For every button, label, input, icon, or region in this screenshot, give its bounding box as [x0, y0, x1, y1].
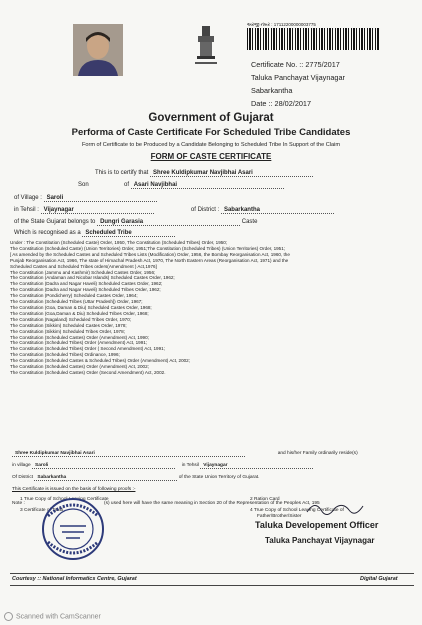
- government-title: Government of Gujarat: [148, 112, 274, 124]
- district-label: of District :: [190, 207, 220, 213]
- certify-label: This is to certify that: [95, 170, 149, 176]
- village-line: [14, 195, 157, 202]
- order-line: The Constitution (Dadra and Nagar Haveli) Scheduled Castes Order, 1962;: [10, 281, 163, 287]
- camscanner-logo-icon: [4, 612, 13, 621]
- state-label: of the State Gujarat belongs to: [14, 219, 96, 225]
- watermark-text: Scanned with CamScanner: [16, 613, 101, 621]
- order-line: The Constitution (Scheduled Castes & Scheduled Tribes) Order (Amendment) Act, 2002;: [10, 358, 191, 364]
- certify-line: [95, 170, 313, 177]
- application-number: અરજી નંબર : 17112200000003775: [247, 22, 316, 27]
- district-value: Sabarkantha: [221, 207, 334, 214]
- order-line: Punjab Reorganisation Act, 1966, The state of Himachal Pradesh Act, 1970, The North Eastern Areas (Reorganisation Act, 1971) and the: [10, 257, 289, 263]
- residence-district-line: [12, 475, 259, 481]
- order-line: The Constitution (Sikkim) Scheduled Tribes Order, 1978;: [10, 328, 125, 334]
- residence-tehsil-label: in Tehsil: [181, 463, 199, 468]
- proof-item: 3 Certificate of Talati.: [20, 508, 65, 513]
- proof-item: 2 Ration Card: [250, 497, 280, 502]
- order-line: The Constitution (Scheduled Castes) Order (Second Amendment) Act, 2002.: [10, 369, 166, 375]
- state-emblem-icon: [193, 24, 219, 68]
- order-line: The Constitution (Scheduled Castes) Order (Amendment) Act, 2002;: [10, 364, 149, 370]
- residence-tehsil: Vijaynagar: [200, 463, 313, 469]
- order-line: The Constitution (Scheduled Tribes) Ordinance, 1996;: [10, 352, 120, 358]
- order-line: The Constitution (Goa, Daman & Diu) Scheduled Castes Order, 1968;: [10, 304, 152, 310]
- order-line: The Constitution (Nagaland) Scheduled Tribes Order, 1970;: [10, 316, 132, 322]
- residence-line: [12, 451, 358, 457]
- residence-name: Shree Kuldipkumar Navjibhai Asari: [12, 451, 245, 457]
- recognised-label: Which is recognised as a: [14, 230, 81, 236]
- note-text: (s) used here will have the same meaning in Section 20 of the Representation of the Peoples Act, 195: [104, 501, 320, 506]
- form-subtitle: Form of Certificate to be Produced by a Candidate Belonging to Scheduled Tribe In Support of the Claim: [81, 142, 341, 148]
- officer-signature: [305, 498, 365, 518]
- scanner-watermark: [4, 612, 101, 621]
- residence-suffix: and his/her Family ordinarily reside(s): [277, 451, 358, 456]
- tehsil-label: in Tehsil :: [14, 207, 39, 213]
- certificate-date: 28/02/2017: [274, 99, 312, 108]
- order-line: Scheduled Castes and Scheduled Tribes orders(Amendment ) Act,1976]: [10, 263, 157, 269]
- order-line: The Constitution (Jammu and Kashmir) Scheduled Castes Order, 1956;: [10, 269, 156, 275]
- barcode-block: [247, 22, 381, 50]
- father-name: Asari Navjibhai: [131, 182, 284, 189]
- footer-digital-gujarat: Digital Gujarat: [360, 576, 398, 582]
- proof-item: Father/Brother/Sister: [257, 514, 302, 519]
- order-line: The Constitution (Sikkim) Scheduled Castes Order, 1978;: [10, 322, 127, 328]
- caste-value: Dungri Garasia: [97, 219, 240, 226]
- son-line: [78, 182, 284, 189]
- order-line: The Constitution (Scheduled Caste) (Union Territories) Order, 1951;The Constitution (Scheduled Tribes) (Union Territories) Order, 1951;: [10, 245, 286, 251]
- applicant-photo: [73, 24, 123, 76]
- residence-district: Sabarkantha: [34, 475, 177, 481]
- residence-district-label: Of District: [12, 475, 34, 480]
- note-start: Note :: [12, 501, 25, 506]
- order-line: The Constitution (Dadra and Nagar Haveli) Scheduled Tribes Order, 1962;: [10, 287, 161, 293]
- order-line: The Constitution (Scheduled Tribes) Order (Amendment) Act, 1991;: [10, 340, 148, 346]
- village-value: Saroli: [44, 195, 157, 202]
- residence-village-label: in village: [12, 463, 31, 468]
- recognised-line: [14, 230, 175, 237]
- of-label: of: [124, 182, 130, 188]
- son-label: Son: [78, 182, 89, 188]
- certificate-no-label: Certificate No. ::: [251, 60, 304, 69]
- order-line: The Constitution (Scheduled Castes) Order (Amendment) Act, 1990;: [10, 334, 149, 340]
- proof-item: 4 True Copy of School Leaving Certificate of: [250, 508, 344, 513]
- applicant-name: Shree Kuldipkumar Navjibhai Asari: [150, 170, 313, 177]
- constitution-orders: [10, 240, 414, 376]
- caste-label: Caste: [241, 219, 258, 225]
- residence-village-line: [12, 463, 313, 469]
- recognised-value: Scheduled Tribe: [82, 230, 175, 237]
- order-line: The Constitution (Pondicherry) Scheduled Castes Order, 1964;: [10, 293, 138, 299]
- proofs-heading: This Certificate is issued on the basis of following proofs :-: [12, 487, 136, 492]
- order-line: The Constitution (Goa,Daman & Diu) Scheduled Tribes Order, 1968;: [10, 310, 149, 316]
- footer-divider-bottom: [10, 585, 414, 586]
- proof-item: 1 True Copy of School Leaving Certificate: [20, 497, 109, 502]
- residence-village: Saroli: [32, 463, 175, 469]
- certificate-panchayat: Taluka Panchayat Vijaynagar: [251, 73, 345, 82]
- order-line: [ As amended by the Scheduled Castes and Scheduled Tribes Lists (Modification) Order, 1956, the Bombay Reorganisation Act, 1960, the: [10, 251, 290, 257]
- certificate-meta: [251, 58, 345, 110]
- tehsil-line: [14, 207, 334, 214]
- certificate-district: Sabarkantha: [251, 86, 293, 95]
- date-label: Date ::: [251, 99, 273, 108]
- order-line: The Constitution (Scheduled Tribes (Uttar Pradesh]) Order, 1967;: [10, 299, 143, 305]
- order-line: Under : The Constitution (Scheduled Caste) Order, 1950, The Constitution (Scheduled Tribes) Order, 1950;: [10, 240, 228, 245]
- barcode: [247, 28, 379, 50]
- village-label: of Village :: [14, 195, 42, 201]
- order-line: The Constitution (Scheduled Tribes) Order ( Second Amendment) Act, 1991;: [10, 346, 165, 352]
- state-line: [14, 219, 257, 226]
- official-seal-icon: [40, 496, 106, 562]
- footer-divider: [10, 573, 414, 574]
- performa-title: Performa of Caste Certificate For Scheduled Tribe Candidates: [71, 127, 351, 138]
- order-line: The Constitution (Andaman and Nicobar Islands) Scheduled Castes Order, 1962;: [10, 275, 175, 281]
- caste-certificate-heading: FORM OF CASTE CERTIFICATE: [150, 152, 272, 161]
- certificate-no: 2775/2017: [305, 60, 340, 69]
- officer-title: Taluka Developement Officer: [255, 520, 379, 530]
- residence-state: of the State Union Territory of Gujarat.: [178, 475, 260, 480]
- tehsil-value: Vijaynagar: [41, 207, 154, 214]
- officer-office: Taluka Panchayat Vijaynagar: [265, 536, 375, 545]
- footer-courtesy: Courtesy :: National Informatics Centre, Gujarat: [12, 576, 137, 582]
